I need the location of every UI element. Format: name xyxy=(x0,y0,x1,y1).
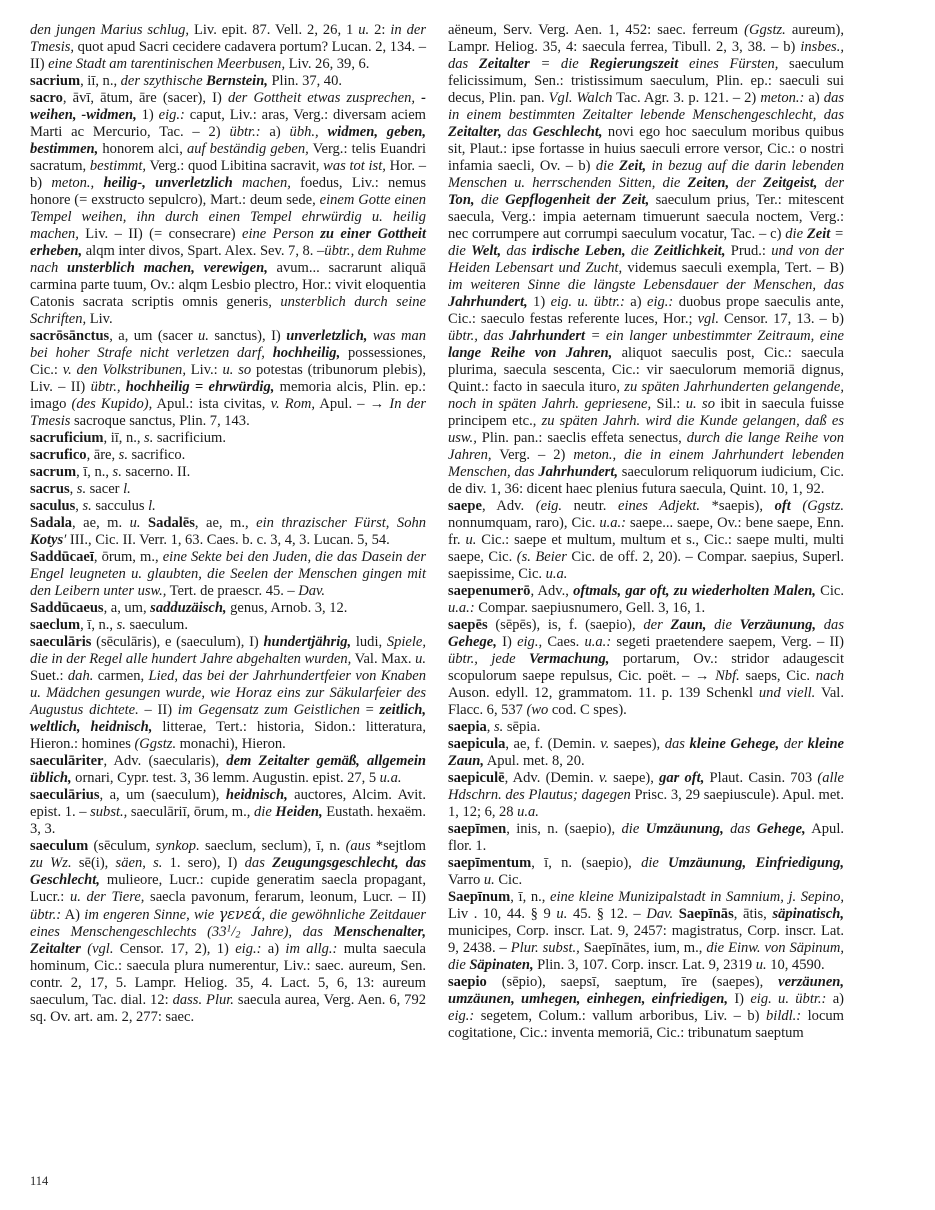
dictionary-entry: saepio (sēpio), saepsī, saeptum, īre (saepes), verzäunen, umzäunen, umhegen, einhegen, einfriedigen, I) eig. u. übtr.: a) eig.: segetem, Colum.: vallum arboribus, Liv. – b) bildl.: locum cogitatione, Cic.: inventa memoriā, Cic.: tribunatum saeptum xyxy=(448,974,845,1041)
dictionary-entry: Saddūcaeī, ōrum, m., eine Sekte bei den Juden, die das Dasein der Engel leugneten u. glaubten, die Seelen der Menschen gingen mit den Leibern unter usw., Tert. de praescr. 45. – Dav. xyxy=(30,549,427,599)
left-column xyxy=(30,22,426,1152)
dictionary-entry: saeculāriter, Adv. (saecularis), dem Zeitalter gemäß, allgemein üblich, ornari, Cypr. test. 3, 36 lemm. Augustin. epist. 27, 5 u.a. xyxy=(30,753,426,786)
dictionary-entry: sacrum, ī, n., s. sacerno. II. xyxy=(30,464,191,480)
dictionary-entry: saepīmentum, ī, n. (saepio), die Umzäunung, Einfriedigung, Varro u. Cic. xyxy=(448,855,844,888)
dictionary-entry: sacruficium, iī, n., s. sacrificium. xyxy=(30,430,226,446)
dictionary-entry: saculus, s. sacculus l. xyxy=(30,498,156,514)
dictionary-entry: saepicula, ae, f. (Demin. v. saepes), das kleine Gehege, der kleine Zaun, Apul. met. 8, 20. xyxy=(448,736,845,769)
dictionary-entry: saeculāris (sēculāris), e (saeculum), I) hundertjährig, ludi, Spiele, die in der Regel alle hundert Jahre abgehalten wurden, Val. Max. u. Suet.: dah. carmen, Lied, das bei der Jahrhundertfeier von Knaben u. Mädchen gesungen wurde, wie Horaz eins zur Säkularfeier des Augustus dichtete. – II) im Gegensatz zum Geistlichen = zeitlich, weltlich, heidnisch, litterae, Tert.: historia, Sidon.: litteratura, Hieron.: homines (Ggstz. monachi), Hieron. xyxy=(30,634,427,752)
dictionary-entry: saepe, Adv. (eig. neutr. eines Adjekt. *saepis), oft (Ggstz. nonnumquam, raro), Cic. u.a.: saepe... saepe, Ov.: bene saepe, Enn. fr. u. Cic.: saepe et multum, multum et s., Cic.: saepe multi, multi saepe, Cic. (s. Beier Cic. de off. 2, 20). – Compar. saepius, Superl. saepissime, Cic. u.a. xyxy=(448,498,844,582)
dictionary-entry: Saddūcaeus, a, um, sadduzäisch, genus, Arnob. 3, 12. xyxy=(30,600,348,616)
page-number: 114 xyxy=(30,1174,49,1188)
dictionary-entry: sacrufico, āre, s. sacrifico. xyxy=(30,447,186,463)
dictionary-entry: Saepīnum, ī, n., eine kleine Munizipalstadt in Samnium, j. Sepino, Liv . 10, 44. § 9 u. 45. § 12. – Dav. Saepīnās, ātis, säpinatisch, municipes, Corp. inscr. Lat. 9, 2457: magistratus, Corp. inscr. Lat. 9, 2438. – Plur. subst., Saepīnātes, ium, m., die Einw. von Säpinum, die Säpinaten, Plin. 3, 107. Corp. inscr. Lat. 9, 2319 u. 10, 4590. xyxy=(448,889,844,973)
dictionary-entry: sacrōsānctus, a, um (sacer u. sanctus), I) unverletzlich, was man bei hoher Strafe nicht verletzen darf, hochheilig, possessiones, Cic.: v. den Volkstribunen, Liv.: u. so potestas (tribunorum plebis), Liv. – II) übtr., hochheilig = ehrwürdig, memoria alcis, Plin. ep.: imago (des Kupido), Apul.: ista civitas, v. Rom, Apul. – → In der Tmesis sacroque sanctus, Plin. 7, 143. xyxy=(30,328,427,429)
dictionary-entry: saeculārius, a, um (saeculum), heidnisch, auctores, Alcim. Avit. epist. 1. – subst., saeculāriī, ōrum, m., die Heiden, Eustath. hexaëm. 3, 3. xyxy=(30,787,426,837)
page-columns xyxy=(30,22,905,1152)
dictionary-entry: saeculum (sēculum, synkop. saeclum, seclum), ī, n. (aus *sejtlom zu Wz. sē(i), säen, s. 1. sero), I) das Zeugungsgeschlecht, das Geschlecht, mulieore, Lucr.: cupide generatim saecla propagant, Lucr.: u. der Tiere, saecla pavonum, ferarum, leonum, Lucr. – II) übtr.: A) im engeren Sinne, wie γενεά, die gewöhnliche Zeitdauer eines Menschengeschlechts ($33^1/_2$ Jahre), das Menschenalter, Zeitalter (vgl. Censor. 17, 2), 1) eig.: a) im allg.: multa saecula hominum, Cic.: saecula plura numerentur, Liv.: saec. aureum, Sen. contr. 2, 17, 5. Lampr. Heliog. 35, 4. Lact. 5, 6, 13: aureum saeculum, Tac. dial. 12: dass. Plur. saecula aurea, Verg. Aen. 6, 792 sq. Ov. art. am. 2, 277: saec. xyxy=(30,838,427,1025)
dictionary-entry: saepēs (sēpēs), is, f. (saepio), der Zaun, die Verzäunung, das Gehege, I) eig., Caes. u.a.: segeti praetendere saepem, Verg. – II) übtr., jede Vermachung, portarum, Ov.: stridor adaugescit scopulorum saepe repulsus, Cic. poët. – → Nbf. saeps, Cic. nach Auson. edyll. 12, grammatom. 11. p. 139 Schenkl und viell. Val. Flacc. 6, 537 (wo cod. C spes). xyxy=(448,617,844,718)
dictionary-entry: sacrus, s. sacer l. xyxy=(30,481,131,497)
dictionary-entry: saeclum, ī, n., s. saeculum. xyxy=(30,617,189,633)
dictionary-entry-continuation: aëneum, Serv. Verg. Aen. 1, 452: saec. ferreum (Ggstz. aureum), Lampr. Heliog. 35, 4: saecula ferrea, Tibull. 2, 3, 38. – b) insbes., das Zeitalter = die Regierungszeit eines Fürsten, saeculum felicissimum, Sen.: tristissimum saeculum, Plin. ep.: saeculi sui decus, Plin. pan. Vgl. Walch Tac. Agr. 3. p. 121. – 2) meton.: a) das in einem bestimmten Zeitalter lebende Menschengeschlecht, das Zeitalter, das Geschlecht, novi ego hoc saeculum moribus quibus sit, Plaut.: ipse fortasse in huius saeculi errore versor, Cic.: o nostri infamia saecli, Ov. – b) die Zeit, in bezug auf die darin lebenden Menschen u. herrschenden Sitten, die Zeiten, der Zeitgeist, der Ton, die Gepflogenheit der Zeit, saeculum prius, Ter.: mitescent saecula, Verg.: impia aeternam timuerunt saecula noctem, Verg.: nec corrumpere aut corrumpi saeculum vocatur, Tac. – c) die Zeit = die Welt, das irdische Leben, die Zeitlichkeit, Prud.: und von der Heiden Lebensart und Zucht, videmus saeculi exempla, Tert. – B) im weiteren Sinne die längste Lebensdauer der Menschen, das Jahrhundert, 1) eig. u. übtr.: a) eig.: duobus prope saeculis ante, Cic.: saeculo festas referente luces, Hor.; vgl. Censor. 17, 13. – b) übtr., das Jahrhundert = ein langer unbestimmter Zeitraum, eine lange Reihe von Jahren, aliquot saeculis post, Cic.: saecula plurima, saecula sescenta, Cic.: vir saeculorum memoriā dignus, Quint.: facto in saecula ituro, zu späten Jahrhunderten gelangende, noch in späten Jahrh. gepriesene, Sil.: u. so ibit in saecula fuisse principem etc., zu späten Jahrh. wird die Kunde gelangen, daß es usw., Plin. pan.: saeclis effeta senectus, durch die lange Reihe von Jahren, Verg. – 2) meton., die in einem Jahrhundert lebenden Menschen, das Jahrhundert, saeculorum reliquorum iudicium, Cic. de div. 1, 36: dicent haec plenius futura saecula, Quint. 10, 1, 92. xyxy=(448,22,845,497)
dictionary-entry: saepīmen, inis, n. (saepio), die Umzäunung, das Gehege, Apul. flor. 1. xyxy=(448,821,845,854)
dictionary-entry: Sadala, ae, m. u. Sadalēs, ae, m., ein thrazischer Fürst, Sohn Kotys′ III., Cic. II. Verr. 1, 63. Caes. b. c. 3, 4, 3. Lucan. 5, 54. xyxy=(30,515,427,548)
dictionary-entry: saepenumerō, Adv., oftmals, gar oft, zu wiederholten Malen, Cic. u.a.: Compar. saepiusnumero, Gell. 3, 16, 1. xyxy=(448,583,844,616)
dictionary-entry-continuation: den jungen Marius schlug, Liv. epit. 87. Vell. 2, 26, 1 u. 2: in der Tmesis, quot apud Sacri cecidere cadavera portum? Lucan. 2, 134. – II) eine Stadt am tarentinischen Meerbusen, Liv. 26, 39, 6. xyxy=(30,22,426,72)
dictionary-entry: sacrium, iī, n., der szythische Bernstein, Plin. 37, 40. xyxy=(30,73,342,89)
dictionary-entry: sacro, āvī, ātum, āre (sacer), I) der Gottheit etwas zusprechen, -weihen, -widmen, 1) eig.: caput, Liv.: aras, Verg.: diversam aciem Marti ac Mercurio, Tac. – 2) übtr.: a) übh., widmen, geben, bestimmen, honorem alci, auf beständig geben, Verg.: telis Euandri sacratum, bestimmt, Verg.: quod Libitina sacravit, was tot ist, Hor. – b) meton., heilig-, unverletzlich machen, foedus, Liv.: nemus honore (= exstructo sepulcro), Mart.: deum sede, einem Gotte einen Tempel weihen, ihn durch einen Tempel ehrwürdig u. heilig machen, Liv. – II) (= consecrare) eine Person zu einer Gottheit erheben, alqm inter divos, Spart. Alex. Sev. 7, 8. –übtr., dem Ruhme nach unsterblich machen, verewigen, avum... sacrarunt aliquā carmina parte tuum, Ov.: alqm Lesbio plectro, Hor.: vivit eloquentia Catonis sacrata scriptis omnis generis, unsterblich durch seine Schriften, Liv. xyxy=(30,90,427,327)
dictionary-entry: saepia, s. sēpia. xyxy=(448,719,541,735)
dictionary-entry: saepiculē, Adv. (Demin. v. saepe), gar oft, Plaut. Casin. 703 (alle Hdschrn. des Plautus; dagegen Prisc. 3, 29 saepiuscule). Apul. met. 1, 12; 6, 28 u.a. xyxy=(448,770,845,820)
right-column xyxy=(448,22,844,1152)
